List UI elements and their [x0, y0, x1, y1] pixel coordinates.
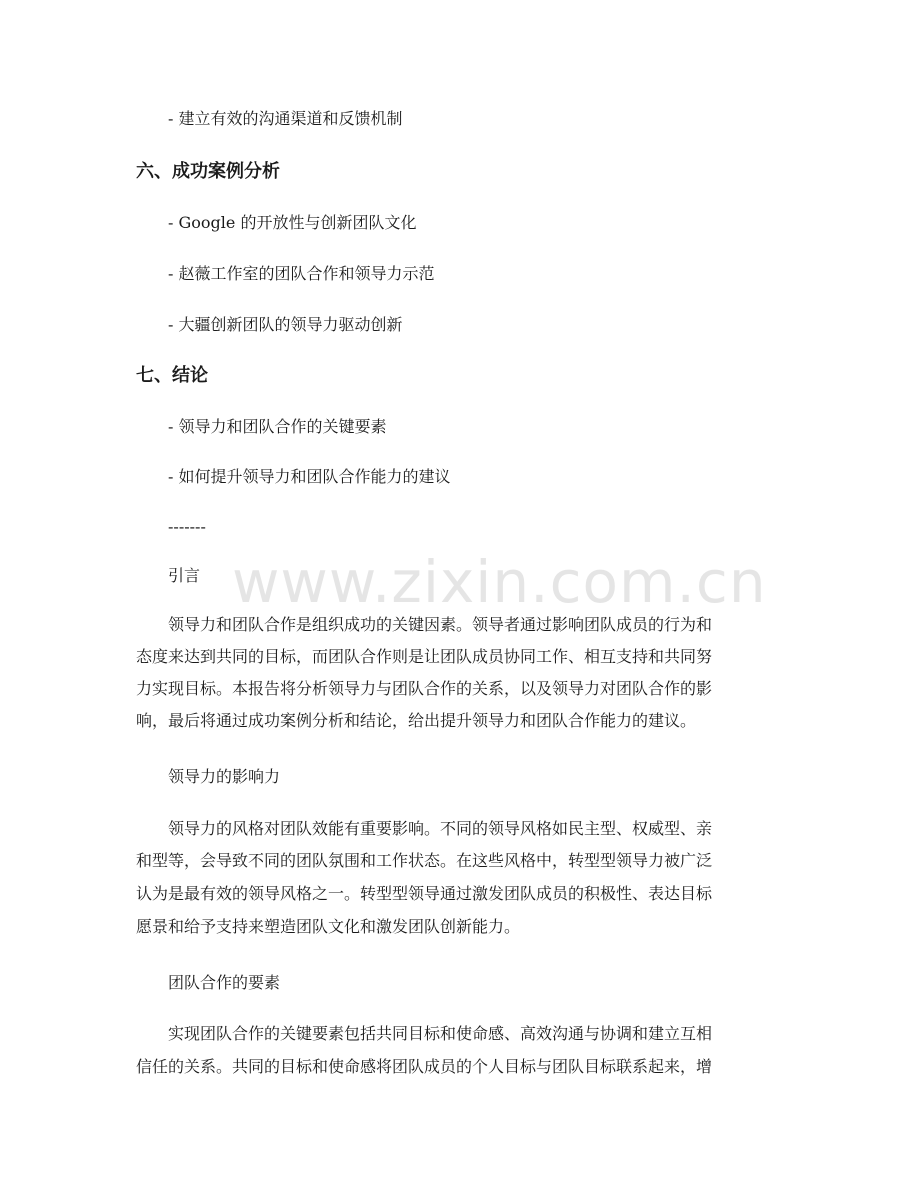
list-item: - 赵薇工作室的团队合作和领导力示范	[168, 264, 435, 283]
paragraph-line: 实现团队合作的关键要素包括共同目标和使命感、高效沟通与协调和建立互相	[168, 1024, 713, 1043]
paragraph-line: 领导力和团队合作是组织成功的关键因素。领导者通过影响团队成员的行为和	[168, 615, 713, 634]
list-item: - 如何提升领导力和团队合作能力的建议	[168, 467, 451, 486]
paragraph-line: 认为是最有效的领导风格之一。转型型领导通过激发团队成员的积极性、表达目标	[136, 884, 713, 903]
section-heading-7: 七、结论	[136, 365, 208, 386]
paragraph-line: 力实现目标。本报告将分析领导力与团队合作的关系，以及领导力对团队合作的影	[136, 679, 713, 698]
list-item: - 建立有效的沟通渠道和反馈机制	[168, 109, 403, 128]
paragraph-line: 响，最后将通过成功案例分析和结论，给出提升领导力和团队合作能力的建议。	[136, 711, 697, 730]
separator: -------	[168, 517, 206, 536]
paragraph-line: 愿景和给予支持来塑造团队文化和激发团队创新能力。	[136, 917, 521, 936]
watermark: www.zixin.com.cn	[232, 548, 767, 616]
section-heading-6: 六、成功案例分析	[136, 161, 280, 182]
list-item: - 领导力和团队合作的关键要素	[168, 417, 387, 436]
paragraph-line: 领导力的风格对团队效能有重要影响。不同的领导风格如民主型、权威型、亲	[168, 819, 713, 838]
intro-title: 引言	[168, 566, 201, 585]
list-item: - Google 的开放性与创新团队文化	[168, 213, 417, 232]
list-item: - 大疆创新团队的领导力驱动创新	[168, 315, 403, 334]
paragraph-line: 和型等，会导致不同的团队氛围和工作状态。在这些风格中，转型型领导力被广泛	[136, 851, 713, 870]
paragraph-line: 态度来达到共同的目标，而团队合作则是让团队成员协同工作、相互支持和共同努	[136, 647, 713, 666]
elements-title: 团队合作的要素	[168, 973, 281, 992]
influence-title: 领导力的影响力	[168, 767, 281, 786]
paragraph-line: 信任的关系。共同的目标和使命感将团队成员的个人目标与团队目标联系起来，增	[136, 1057, 713, 1076]
